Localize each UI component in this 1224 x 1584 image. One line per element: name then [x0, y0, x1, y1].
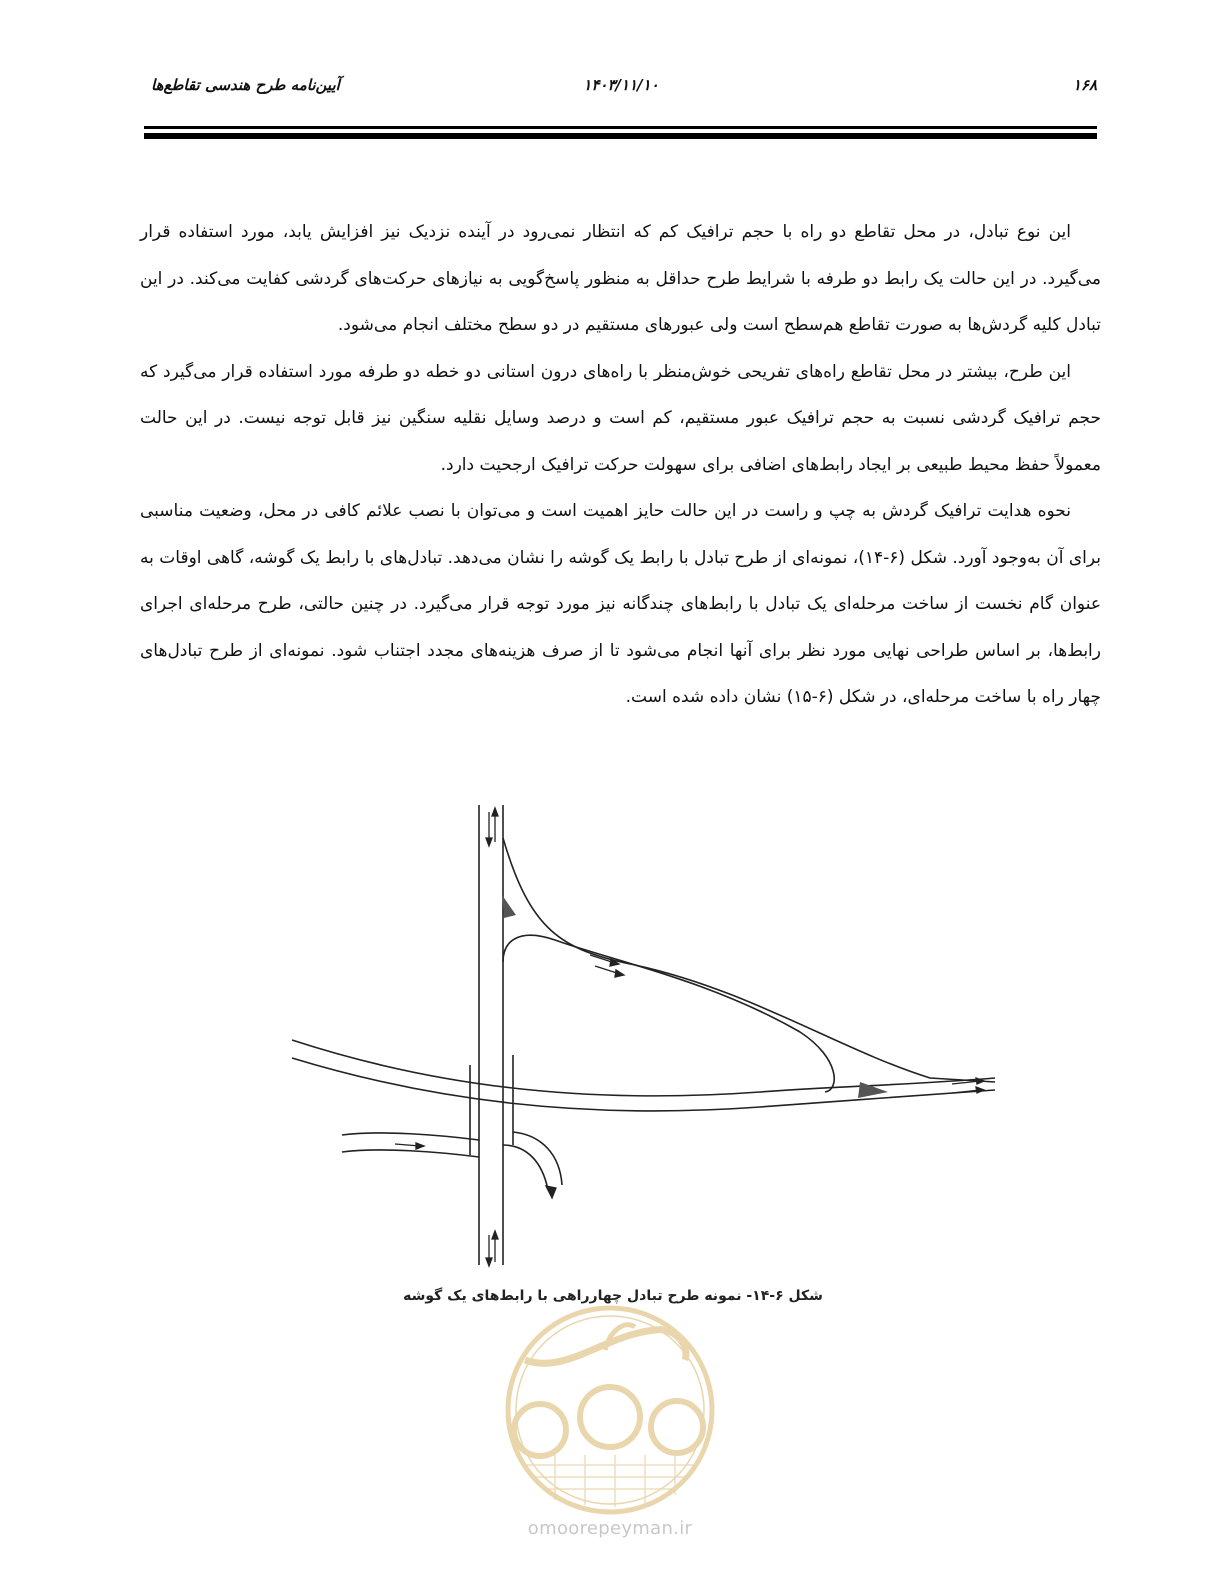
header-rule-thin [144, 126, 1097, 129]
paragraph: این نوع تبادل، در محل تقاطع دو راه با حجم ترافیک کم که انتظار نمی‌رود در آینده نزدیک نیز افزایش یابد، مورد استفاده قرار می‌گیرد. در این حالت یک رابط دو طرفه با شرایط طرح حداقل به منظور پاسخ‌گویی به نیازهای حرکت‌های گردشی کفایت می‌کند. در این تبادل کلیه گردش‌ها به صورت تقاطع هم‌سطح است ولی عبورهای مستقیم در دو سطح مختلف انجام می‌شود. [140, 222, 1101, 335]
figure-caption: شکل ۶-۱۴- نمونه طرح تبادل چهارراهی با رابط‌های یک گوشه [403, 1288, 823, 1304]
page-number: ۱۶۸ [1072, 76, 1097, 94]
document-title: آیین‌نامه طرح هندسی تقاطع‌ها [151, 76, 340, 94]
paragraph: نحوه هدایت ترافیک گردش به چپ و راست در این حالت حایز اهمیت است و می‌توان با نصب علائم کافی در محل، وضعیت مناسبی برای آن به‌وجود آورد. شکل (۶-۱۴)، نمونه‌ای از طرح تبادل با رابط یک گوشه را نشان می‌دهد. تبادل‌های با رابط یک گوشه، گاهی اوقات به عنوان گام نخست از ساخت مرحله‌ای یک تبادل با رابط‌های چندگانه نیز مورد توجه قرار می‌گیرد. در چنین حالتی، طرح مرحله‌ای اجرای رابط‌ها، بر اساس طراحی نهایی مورد نظر برای آنها انجام می‌شود تا از صرف هزینه‌های مجدد اجتناب شود. نمونه‌ای از طرح تبادل‌های چهار راه با ساخت مرحله‌ای، در شکل (۶-۱۵) نشان داده شده است. [140, 501, 1101, 707]
paragraph: این طرح، بیشتر در محل تقاطع راه‌های تفریحی خوش‌منظر با راه‌های درون استانی دو خطه دو طرفه مورد استفاده قرار می‌گیرد که حجم ترافیک گردشی نسبت به حجم ترافیک عبور مستقیم، کم است و درصد وسایل نقلیه سنگین نیز قابل توجه نیست. در این حالت معمولاً حفظ محیط طبیعی بر ایجاد رابط‌های اضافی برای سهولت حرکت ترافیک ارجحیت دارد. [140, 361, 1101, 475]
body-text [140, 209, 1101, 721]
traffic-island [502, 895, 516, 918]
header-date: ۱۴۰۳/۱۱/۱۰ [583, 76, 659, 94]
page-header [145, 72, 1097, 102]
interchange-diagram [280, 800, 1000, 1280]
watermark-logo [485, 1305, 735, 1515]
header-rule-thick [144, 133, 1097, 139]
watermark-site: omoorepeyman.ir [527, 1518, 693, 1539]
